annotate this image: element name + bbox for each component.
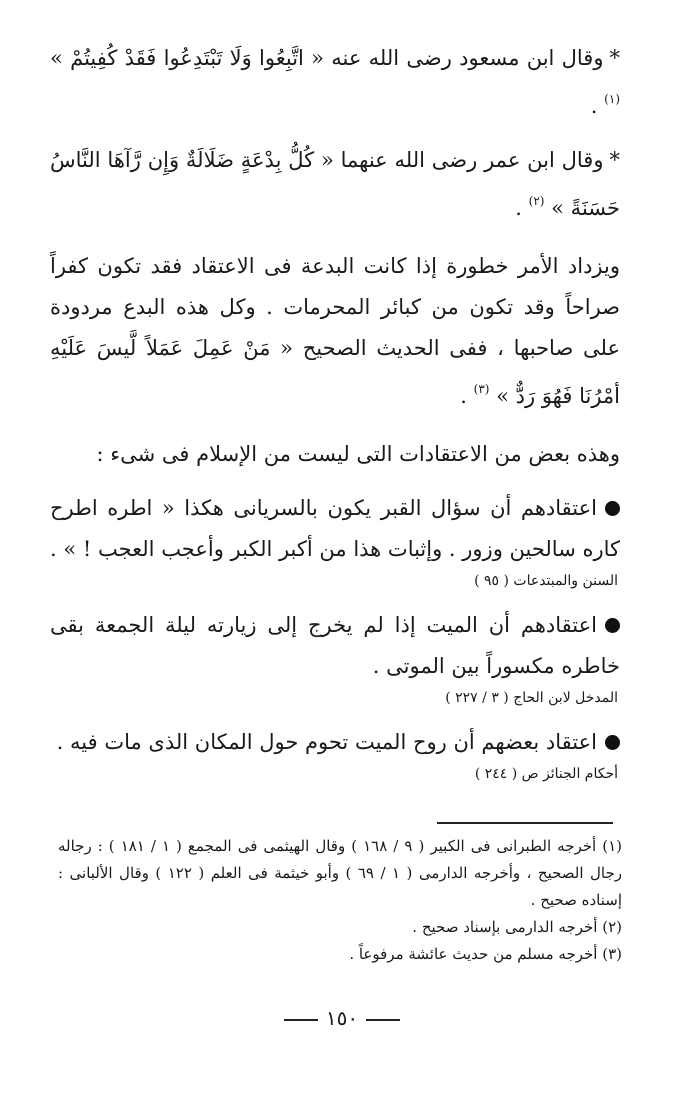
footnote-1: (١) أخرجه الطبرانى فى الكبير ( ٩ / ١٦٨ ) وقال الهيثمى فى المجمع ( ١ / ١٨١ ) : رجاله رجال الصحيح ، وأخرجه الدارمى ( ١ / ٦٩ ) وأبو خيثمة فى العلم ( ١٢٢ ) وقال الألبانى : إسناده صحيح . [58, 837, 622, 909]
paragraph-ibn-umar-text: وقال ابن عمر رضى الله عنهما « كُلُّ بِدْعَةٍ ضَلَالَةٌ وَإِن رَّآهَا النَّاسُ حَسَنَةً » [50, 148, 620, 220]
bullet-item [50, 488, 620, 570]
bullet-dot-icon [605, 735, 620, 750]
footnotes [58, 833, 622, 968]
bullet-text: اعتقاد بعضهم أن روح الميت تحوم حول المكان الذى مات فيه . [56, 730, 597, 754]
footnote-ref-2: (٢) [528, 194, 545, 208]
paragraph-ibn-umar [50, 140, 620, 229]
bullet-dot-icon [605, 501, 620, 516]
end-dot: . [460, 384, 467, 408]
bullet-text: اعتقادهم أن الميت إذا لم يخرج إلى زيارته ليلة الجمعة بقى خاطره مكسوراً بين الموتى . [50, 613, 620, 678]
paragraph-ibn-masud-text: وقال ابن مسعود رضى الله عنه « اتَّبِعُوا وَلَا تَبْتَدِعُوا فَقَدْ كُفِيتُمْ » [50, 46, 604, 70]
footnote-divider [437, 822, 613, 824]
footnote-3: (٣) أخرجه مسلم من حديث عائشة مرفوعاً . [349, 945, 622, 963]
page-number-dash [366, 1019, 400, 1021]
bullet-source: السنن والمبتدعات ( ٩٥ ) [474, 573, 618, 589]
star-marker: * [609, 46, 620, 70]
footnote-2: (٢) أخرجه الدارمى بإسناد صحيح . [412, 918, 622, 936]
end-dot: . [590, 94, 598, 118]
bullet-source: المدخل لابن الحاج ( ٣ / ٢٢٧ ) [445, 690, 618, 706]
bullet-dot-icon [605, 618, 620, 633]
end-dot: . [515, 196, 522, 220]
paragraph-intro-list: وهذه بعض من الاعتقادات التى ليست من الإسلام فى شىء : [96, 442, 620, 466]
bullet-item [50, 722, 620, 763]
page-number-dash [284, 1019, 318, 1021]
paragraph-ibn-masud [50, 38, 620, 127]
paragraph-aqeedah-text: ويزداد الأمر خطورة إذا كانت البدعة فى الاعتقاد فقد تكون كفراً صراحاً وقد تكون من كبائر المحرمات . وكل هذه البدع مردودة على صاحبها ، ففى الحديث الصحيح « مَنْ عَمِلَ عَمَلاً لَّيسَ عَلَيْهِ أمْرُنَا فَهُوَ رَدٌّ » [50, 254, 620, 408]
bullet-item [50, 605, 620, 687]
footnote-ref-3: (٣) [473, 382, 490, 396]
main-text [50, 38, 620, 785]
star-marker: * [609, 148, 620, 172]
footnote-ref-1: (١) [604, 92, 620, 106]
bullet-text: اعتقادهم أن سؤال القبر يكون بالسريانى هكذا « اطره اطرح كاره سالحين وزور . وإثبات هذا من أكبر الكبر وأعجب العجب ! » . [49, 496, 620, 561]
page-number-value: ١٥٠ [325, 1006, 359, 1030]
page-number [0, 1006, 684, 1030]
paragraph-aqeedah [50, 246, 620, 417]
bullet-source: أحكام الجنائز ص ( ٢٤٤ ) [474, 766, 618, 782]
